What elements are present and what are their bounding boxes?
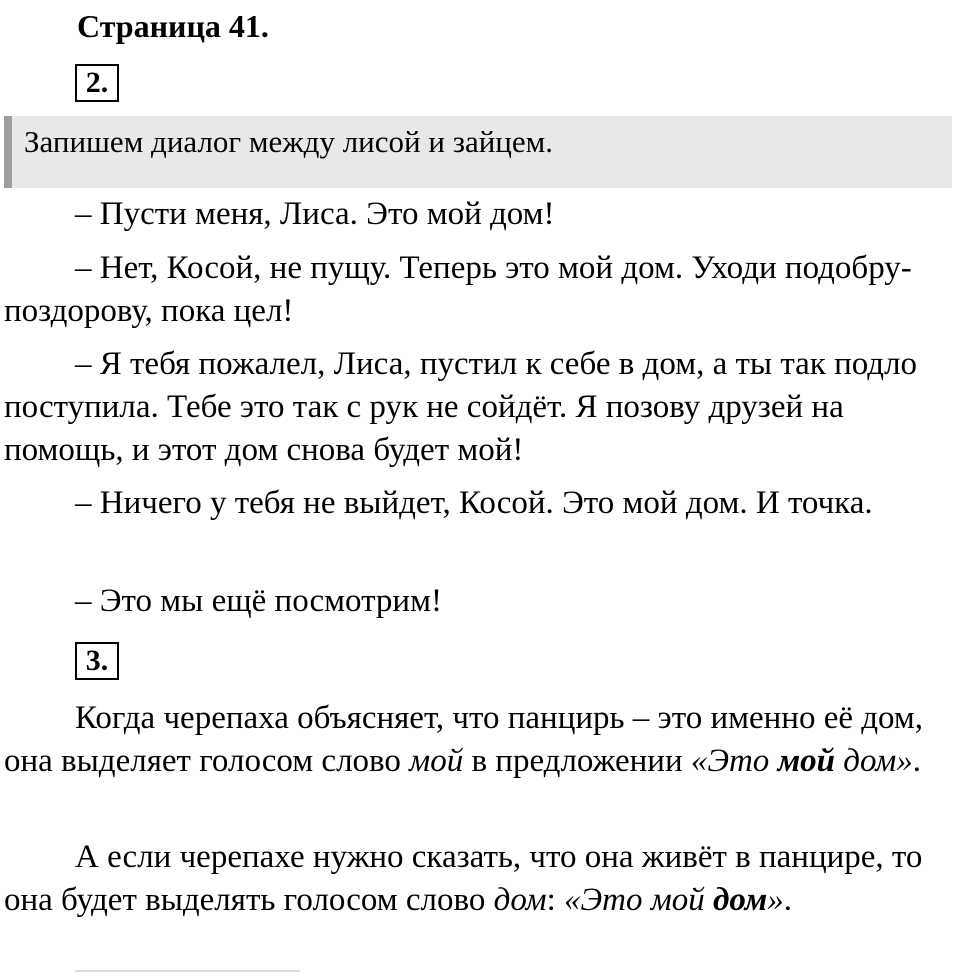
italic-word: мой	[409, 743, 464, 779]
quote-end: дом»	[835, 743, 913, 779]
task-instruction-box	[4, 116, 952, 188]
italic-word: дом	[493, 882, 547, 918]
text: А если черепахе нужно сказать, что она живёт в панцире, то она будет выделять голосом слово	[4, 839, 923, 918]
text: .	[912, 743, 922, 779]
text: .	[783, 882, 793, 918]
bold-italic-word: дом	[713, 882, 768, 918]
quote-end: »	[767, 882, 784, 918]
text: в предложении	[463, 743, 691, 779]
dialog-line-5: – Это мы ещё посмотрим!	[75, 583, 442, 619]
task-instruction: Запишем диалог между лисой и зайцем.	[24, 124, 554, 159]
dialog-line-2: – Нет, Косой, не пущу. Теперь это мой дом. Уходи подобру-поздорову, пока цел!	[4, 250, 912, 329]
quote-start: «Это	[690, 743, 778, 779]
dialog-line-1: – Пусти меня, Лиса. Это мой дом!	[75, 196, 555, 232]
dialog-line-4: – Ничего у тебя не выйдет, Косой. Это мой дом. И точка.	[75, 485, 873, 521]
dialog-line-3: – Я тебя пожалел, Лиса, пустил к себе в дом, а ты так подло поступила. Тебе это так с рук не сойдёт. Я позову друзей на помощь, и этот дом снова будет мой!	[4, 346, 918, 468]
task3-paragraph-1	[4, 697, 956, 783]
text: Когда черепаха объясняет, что панцирь – это именно её дом, она выделяет голосом слово	[4, 700, 924, 779]
quote-start: «Это мой	[564, 882, 714, 918]
task-number-3: 3.	[75, 642, 119, 680]
divider	[75, 970, 300, 972]
bold-italic-word: мой	[777, 743, 836, 779]
task3-paragraph-2	[4, 836, 956, 922]
page-title: Страница 41.	[77, 8, 269, 44]
text: :	[546, 882, 565, 918]
task-number-2: 2.	[75, 64, 119, 102]
